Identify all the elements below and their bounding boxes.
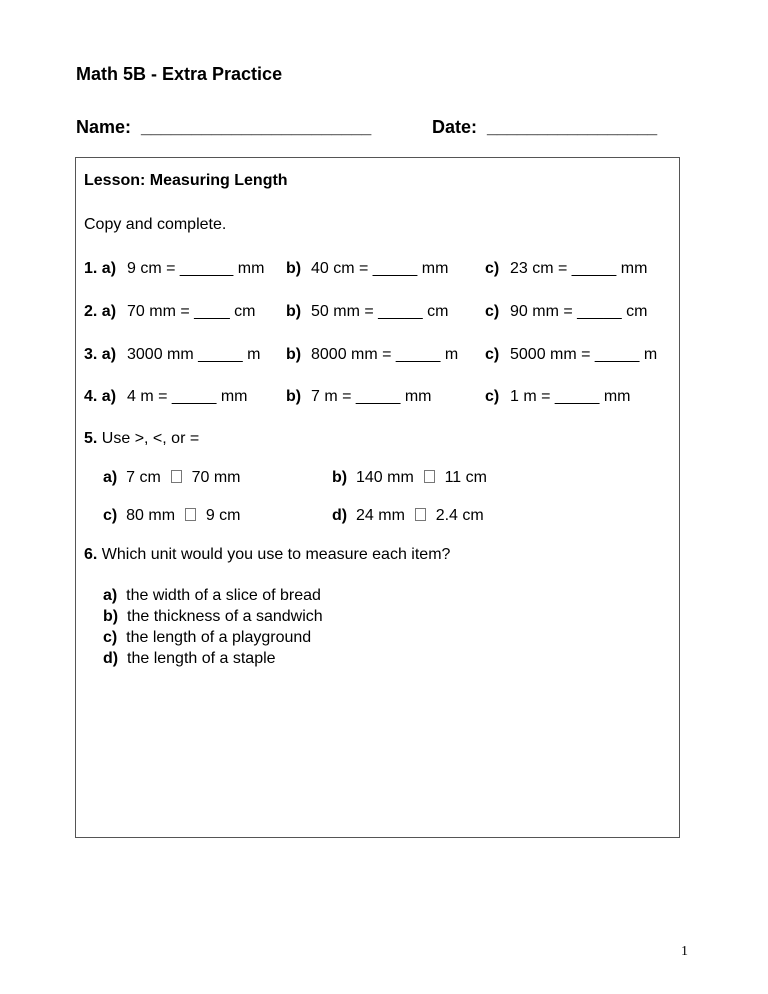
question-5b: b) 140 mm 11 cm [332,469,487,486]
question-2c: 90 mm = _____ cm [510,303,648,320]
comparison-box-icon [424,470,435,483]
question-5d: d) 24 mm 2.4 cm [332,507,484,524]
question-4b: 7 m = _____ mm [311,388,432,405]
question-label: c) [485,260,500,277]
question-label: c) [485,303,500,320]
question-label: b) [286,303,302,320]
date-field: Date: _________________ [432,117,658,137]
question-number: 2. a) [84,303,117,320]
list-item: a) the width of a slice of bread [103,587,321,604]
question-5a: a) 7 cm 70 mm [103,469,241,486]
question-5c: c) 80 mm 9 cm [103,507,241,524]
question-1a: 9 cm = ______ mm [127,260,265,277]
question-3c: 5000 mm = _____ m [510,346,658,363]
page-title: Math 5B - Extra Practice [76,64,283,84]
comparison-box-icon [415,508,426,521]
list-item: d) the length of a staple [103,650,276,667]
page-number: 1 [681,944,688,959]
list-item: b) the thickness of a sandwich [103,608,323,625]
name-field: Name: _______________________ [76,117,372,137]
question-1b: 40 cm = _____ mm [311,260,449,277]
list-item: c) the length of a playground [103,629,312,646]
question-number: 4. a) [84,388,117,405]
question-1c: 23 cm = _____ mm [510,260,648,277]
question-3b: 8000 mm = _____ m [311,346,459,363]
question-3a: 3000 mm _____ m [127,346,261,363]
question-2a: 70 mm = ____ cm [127,303,256,320]
question-number: 1. a) [84,260,117,277]
question-4a: 4 m = _____ mm [127,388,248,405]
question-number: 3. a) [84,346,117,363]
question-4c: 1 m = _____ mm [510,388,631,405]
question-label: c) [485,346,500,363]
question-label: c) [485,388,500,405]
question-6-prompt: 6. Which unit would you use to measure each item? [84,546,451,563]
lesson-title: Lesson: Measuring Length [84,172,288,189]
question-label: b) [286,346,302,363]
question-5-prompt: 5. Use >, <, or = [84,430,200,447]
question-2b: 50 mm = _____ cm [311,303,449,320]
lesson-instruction: Copy and complete. [84,216,227,233]
comparison-box-icon [171,470,182,483]
question-label: b) [286,260,302,277]
question-label: b) [286,388,302,405]
comparison-box-icon [185,508,196,521]
